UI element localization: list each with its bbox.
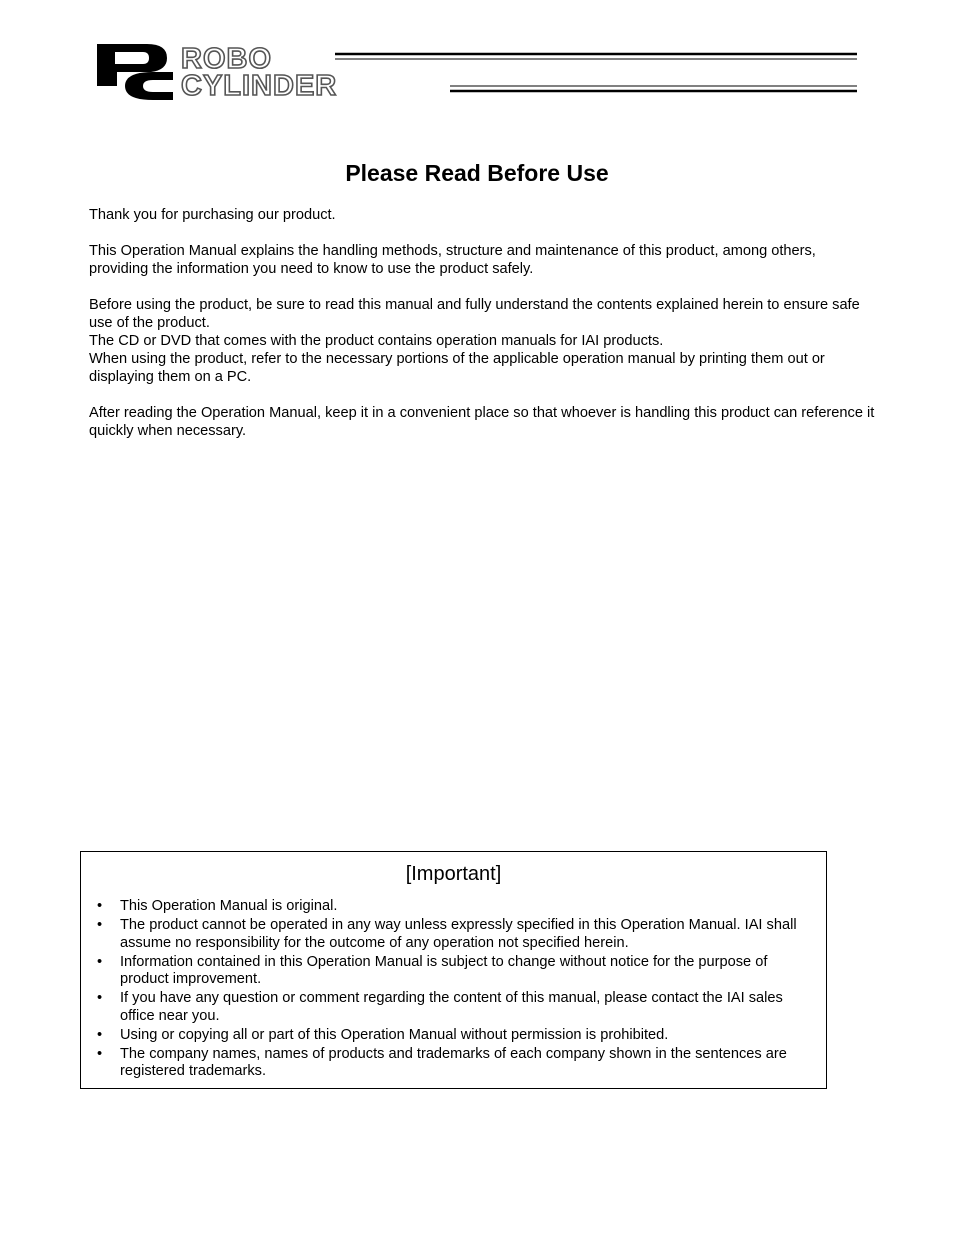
bullet-icon: •	[97, 1026, 103, 1043]
paragraph-line: This Operation Manual explains the handling methods, structure and maintenance of this product, among others, providing the information you need to know to use the product safely.	[89, 243, 816, 277]
important-item	[97, 898, 812, 916]
important-item-text: Using or copying all or part of this Operation Manual without permission is prohibited.	[120, 1026, 669, 1043]
paragraph-line: Before using the product, be sure to read this manual and fully understand the contents explained herein to ensure safe use of the product.	[89, 297, 860, 331]
logo-line1: ROBO	[181, 43, 272, 75]
paragraph-line: The CD or DVD that comes with the product contains operation manuals for IAI products.	[89, 333, 664, 349]
bullet-icon: •	[97, 953, 103, 970]
important-item-text: Information contained in this Operation Manual is subject to change without notice for the purpose of product improvement.	[120, 953, 768, 987]
important-item	[97, 1046, 812, 1081]
important-item	[97, 990, 812, 1025]
bullet-icon: •	[97, 990, 103, 1006]
important-item-text: The company names, names of products and trademarks of each company shown in the sentences are registered trademarks.	[120, 1045, 787, 1079]
paragraph-line: Thank you for purchasing our product.	[89, 207, 336, 223]
paragraph-line: After reading the Operation Manual, keep it in a convenient place so that whoever is handling this product can reference it quickly when necessary.	[89, 405, 875, 439]
important-item-text: The product cannot be operated in any way unless expressly specified in this Operation Manual. IAI shall assume no responsibility for the outcome of any operation not specified herein.	[120, 917, 797, 951]
bullet-icon: •	[97, 917, 103, 933]
important-item	[97, 1027, 812, 1045]
important-item-text: If you have any question or comment regarding the content of this manual, please contact the IAI sales office near you.	[120, 990, 783, 1024]
important-notice-box	[80, 851, 827, 1089]
logo-graphic	[95, 42, 860, 102]
logo-line2: CYLINDER	[181, 70, 338, 102]
intro-text	[89, 206, 879, 458]
bullet-icon: •	[97, 898, 103, 914]
paragraph	[89, 206, 879, 224]
paragraph-line: When using the product, refer to the necessary portions of the applicable operation manual by printing them out or displaying them on a PC.	[89, 351, 825, 385]
important-list	[81, 898, 826, 1081]
page-title: Please Read Before Use	[345, 160, 609, 186]
robo-cylinder-logo	[95, 42, 860, 102]
logo-monogram	[97, 44, 173, 100]
important-item	[97, 917, 812, 952]
important-item-text: This Operation Manual is original.	[120, 898, 338, 914]
paragraph	[89, 404, 879, 440]
bullet-icon: •	[97, 1045, 103, 1062]
paragraph	[89, 242, 879, 278]
important-item	[97, 954, 812, 989]
paragraph	[89, 296, 879, 386]
important-title: [Important]	[405, 863, 502, 885]
